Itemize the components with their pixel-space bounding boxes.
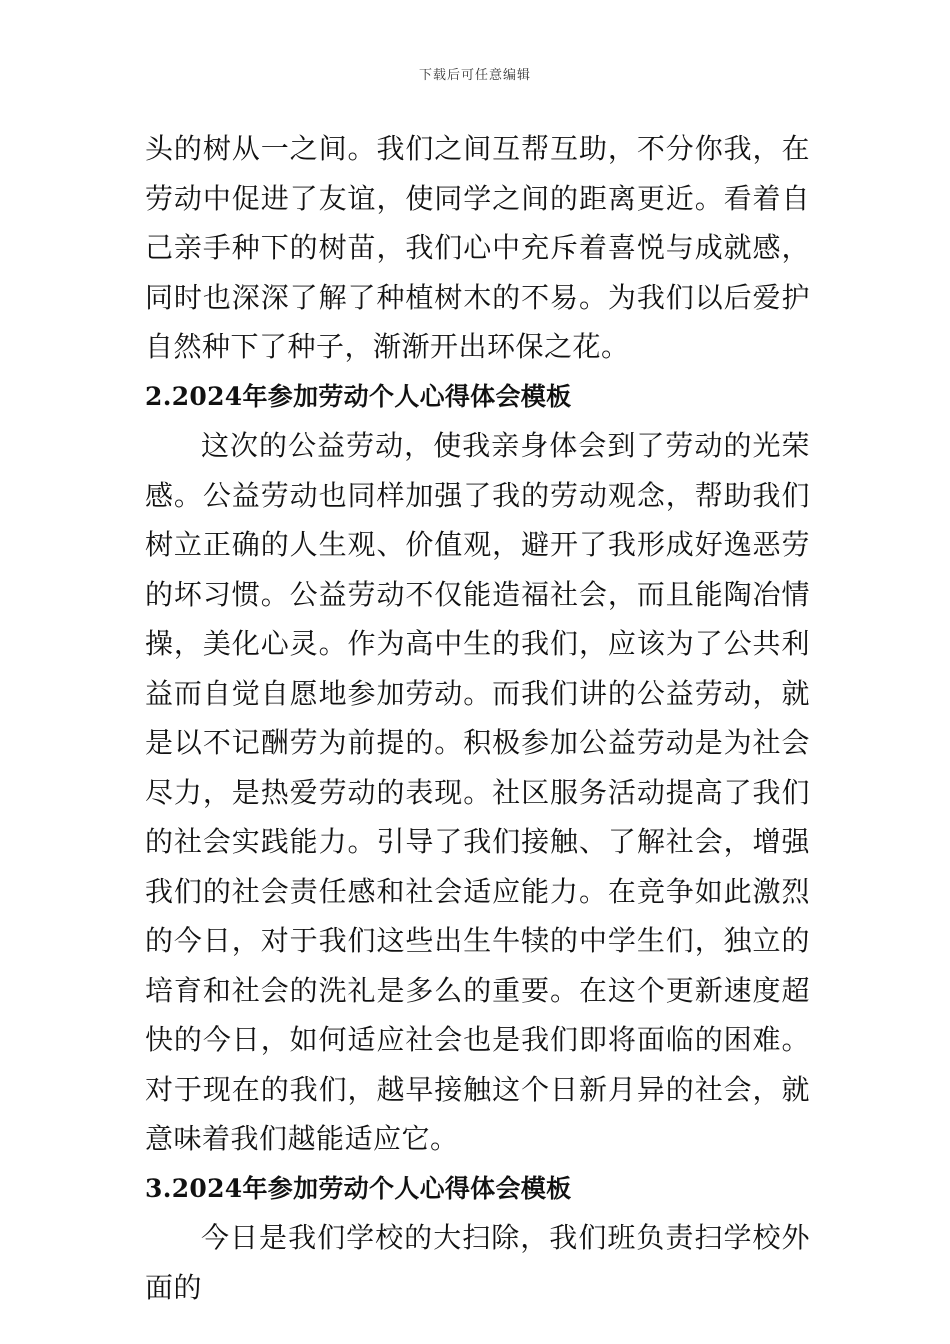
paragraph-section-3: 今日是我们学校的大扫除，我们班负责扫学校外面的 <box>145 1221 810 1304</box>
section-heading-3: 3.2024年参加劳动个人心得体会模板 <box>145 1173 572 1203</box>
paragraph-continued: 头的树从一之间。我们之间互帮互助，不分你我，在劳动中促进了友谊，使同学之间的距离更近。看着自己亲手种下的树苗，我们心中充斥着喜悦与成就感，同时也深深了解了种植树木的不易。为我们以后爱护自然种下了种子，渐渐开出环保之花。 <box>145 132 810 363</box>
header-note: 下载后可任意编辑 <box>418 68 531 83</box>
section-heading-2: 2.2024年参加劳动个人心得体会模板 <box>145 381 572 411</box>
document-body <box>145 124 810 1312</box>
paragraph-section-2: 这次的公益劳动，使我亲身体会到了劳动的光荣感。公益劳动也同样加强了我的劳动观念，帮助我们树立正确的人生观、价值观，避开了我形成好逸恶劳的坏习惯。公益劳动不仅能造福社会，而且能陶冶情操，美化心灵。作为高中生的我们，应该为了公共利益而自觉自愿地参加劳动。而我们讲的公益劳动，就是以不记酬劳为前提的。积极参加公益劳动是为社会尽力，是热爱劳动的表现。社区服务活动提高了我们的社会实践能力。引导了我们接触、了解社会，增强我们的社会责任感和社会适应能力。在竞争如此激烈的今日，对于我们这些出生牛犊的中学生们，独立的培育和社会的洗礼是多么的重要。在这个更新速度超快的今日，如何适应社会也是我们即将面临的困难。对于现在的我们，越早接触这个日新月异的社会，就意味着我们越能适应它。 <box>145 429 810 1155</box>
